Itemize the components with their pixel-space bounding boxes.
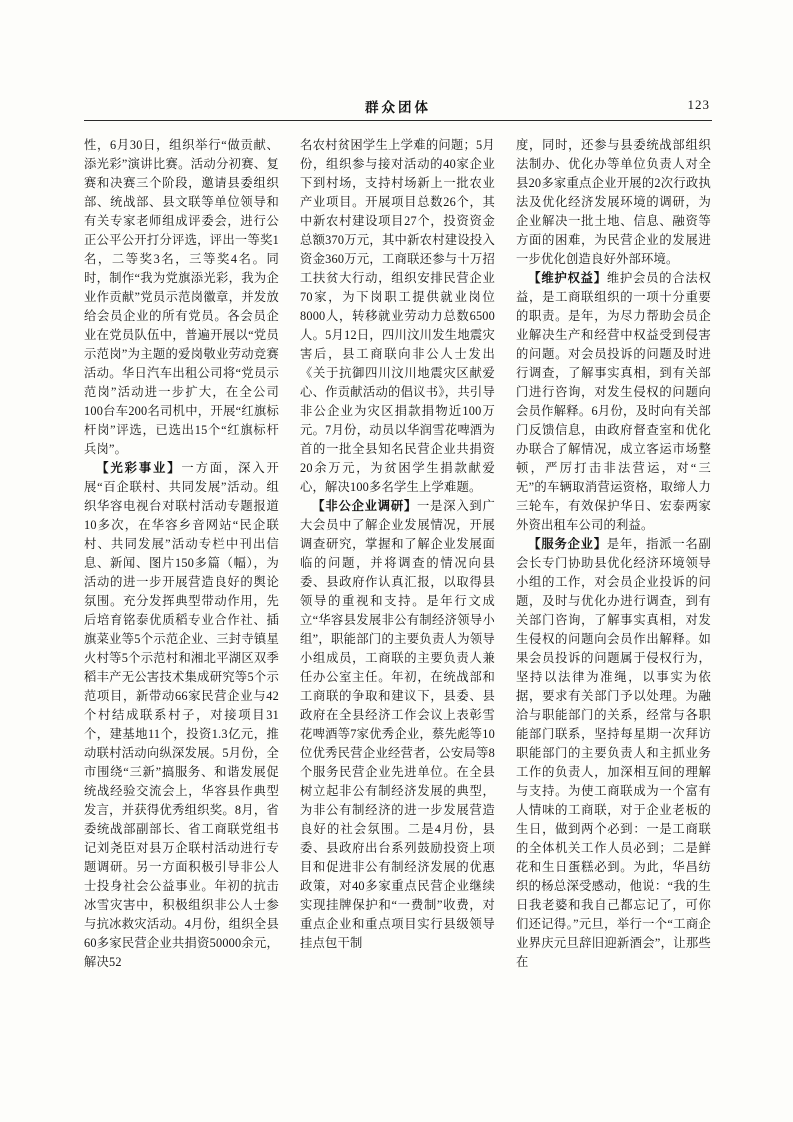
text-column-1 xyxy=(84,136,279,972)
paragraph-text: 维护会员的合法权益，是工商联组织的一项十分重要的职责。是年，为尽力帮助会员企业解决生产和经营中权益受到侵害的问题。对会员投诉的问题及时进行调查，了解事实真相，到有关部门进行咨询，对发生侵权的问题向会员作解释。6月份，及时向有关部门反馈信息，由政府督查室和优化办联合了解情况，成立客运市场整顿，严厉打击非法营运，对“三无”的车辆取消营运资格，取缔人力三轮车，有效保护华日、宏泰两家外资出租车公司的利益。 xyxy=(516,271,711,532)
paragraph xyxy=(516,269,711,535)
header-divider xyxy=(84,120,712,121)
text-columns xyxy=(84,136,712,972)
document-page xyxy=(84,96,712,972)
paragraph xyxy=(84,459,279,972)
section-title: 【服务企业】 xyxy=(528,537,607,551)
paragraph-text: 一是深入到广大会员中了解企业发展情况，开展调查研究，掌握和了解企业发展面临的问题，并将调查的情况向县委、县政府作认真汇报，以取得县领导的重视和支持。是年行文成立“华容县发展非公有制经济领导小组”，职能部门的主要负责人为领导小组成员，工商联的主要负责人兼任办公室主任。年初，在统战部和工商联的争取和建议下，县委、县政府在全县经济工作会议上表彰雪花啤酒等7家优秀企业，蔡先彪等10位优秀民营企业经营者，公安局等8个服务民营企业先进单位。在全县树立起非公有制经济发展的典型，为非公有制经济的进一步发展营造良好的社会氛围。二是4月份，县委、县政府出台系列鼓励投资上项目和促进非公有制经济发展的优惠政策，对40多家重点民营企业继续实现挂牌保护和“一费制”收费，对重点企业和重点项目实行县级领导挂点包干制 xyxy=(300,499,496,950)
section-title: 【维护权益】 xyxy=(528,271,607,285)
paragraph xyxy=(516,535,711,972)
paragraph-text: 度，同时，还参与县委统战部组织法制办、优化办等单位负责人对全县20多家重点企业开展的2次行政执法及优化经济发展环境的调研，为企业解决一批土地、信息、融资等方面的困难，为民营企业的发展进一步优化创造良好外部环境。 xyxy=(516,138,711,266)
paragraph-text: 性，6月30日，组织举行“做贡献、添光彩”演讲比赛。活动分初赛、复赛和决赛三个阶段，邀请县委组织部、统战部、县文联等单位领导和有关专家老师组成评委会，进行公正公平公开打分评选，评出一等奖1名，二等奖3名，三等奖4名。同时，制作“我为党旗添光彩，我为企业作贡献”党员示范岗徽章，并发放给会员企业的所有党员。各会员企业在党员队伍中，普遍开展以“党员示范岗”为主题的爱岗敬业劳动竞赛活动。华日汽车出租公司将“党员示范岗”活动进一步扩大，在全公司100台车200名司机中，开展“红旗标杆岗”评选，已选出15个“红旗标杆兵岗”。 xyxy=(84,138,279,456)
text-column-3 xyxy=(516,136,711,972)
page-number: 123 xyxy=(687,97,710,112)
paragraph-text: 是年，指派一名副会长专门协助县优化经济环境领导小组的工作，对会员企业投诉的问题，及时与优化办进行调查，到有关部门咨询，了解事实真相，对发生侵权的问题向会员作出解释。如果会员投诉的问题属于侵权行为，坚持以法律为准绳，以事实为依据，要求有关部门予以处理。为融洽与职能部门的关系，经常与各职能部门联系，坚持每星期一次拜访职能部门的主要负责人和主抓业务工作的负责人，加深相互间的理解与支持。为使工商联成为一个富有人情味的工商联，对于企业老板的生日，做到两个必到：一是工商联的全体机关工作人员必到；二是鲜花和生日蛋糕必到。为此，华昌纺织的杨总深受感动，他说：“我的生日我老婆和我自己都忘记了，可你们还记得。”元旦，举行一个“工商企业界庆元旦辞旧迎新酒会”，让那些在 xyxy=(516,537,711,969)
page-header-title: 群众团体 xyxy=(365,100,431,115)
paragraph xyxy=(300,497,495,953)
section-title: 【光彩事业】 xyxy=(96,461,182,475)
section-title: 【非公企业调研】 xyxy=(312,499,418,513)
paragraph xyxy=(300,136,495,497)
paragraph-text: 名农村贫困学生上学难的问题；5月份，组织参与接对活动的40家企业下到村场，支持村场新上一批农业产业项目。开展项目总数26个，其中新农村建设项目27个，投资资金总额370万元，其中新农村建设投入资金360万元，工商联还参与十万招工扶贫大行动，组织安排民营企业70家，为下岗职工提供就业岗位8000人，转移就业劳动力总数6500人。5月12日，四川汶川发生地震灾害后，县工商联向非公人士发出《关于抗御四川汶川地震灾区献爱心、作贡献活动的倡议书》，共引导非公企业为灾区捐款捐物近100万元。7月份，动员以华润雪花啤酒为首的一批全县知名民营企业共捐资20余万元，为贫困学生捐款献爱心，解决100多名学生上学难题。 xyxy=(300,138,495,494)
paragraph xyxy=(516,136,711,269)
text-column-2 xyxy=(300,136,495,972)
paragraph-text: 一方面，深入开展“百企联村、共同发展”活动。组织华容电视台对联村活动专题报道10多次，在华容乡音网站“民企联村、共同发展”活动专栏中刊出信息、新闻、图片150多篇（幅），为活动的进一步开展营造良好的舆论氛围。充分发挥典型带动作用，先后培育铭泰优质稻专业合作社、插旗菜业等5个示范企业、三封寺镇星火村等5个示范村和湘北平湖区双季稻丰产无公害技术集成研究等5个示范项目，新带动66家民营企业与42个村结成联系村子，对接项目31个，建基地11个，投资1.3亿元，推动联村活动向纵深发展。5月份，全市围绕“三新”搞服务、和谐发展促统战经验交流会上，华容县作典型发言，并获得优秀组织奖。8月，省委统战部副部长、省工商联党组书记刘尧臣对县万企联村活动进行专题调研。另一方面积极引导非公人士投身社会公益事业。年初的抗击冰雪灾害中，积极组织非公人士参与抗冰救灾活动。4月份，组织全县60多家民营企业共捐资50000余元，解决52 xyxy=(84,461,280,969)
paragraph xyxy=(84,136,279,459)
page-header xyxy=(84,96,712,116)
